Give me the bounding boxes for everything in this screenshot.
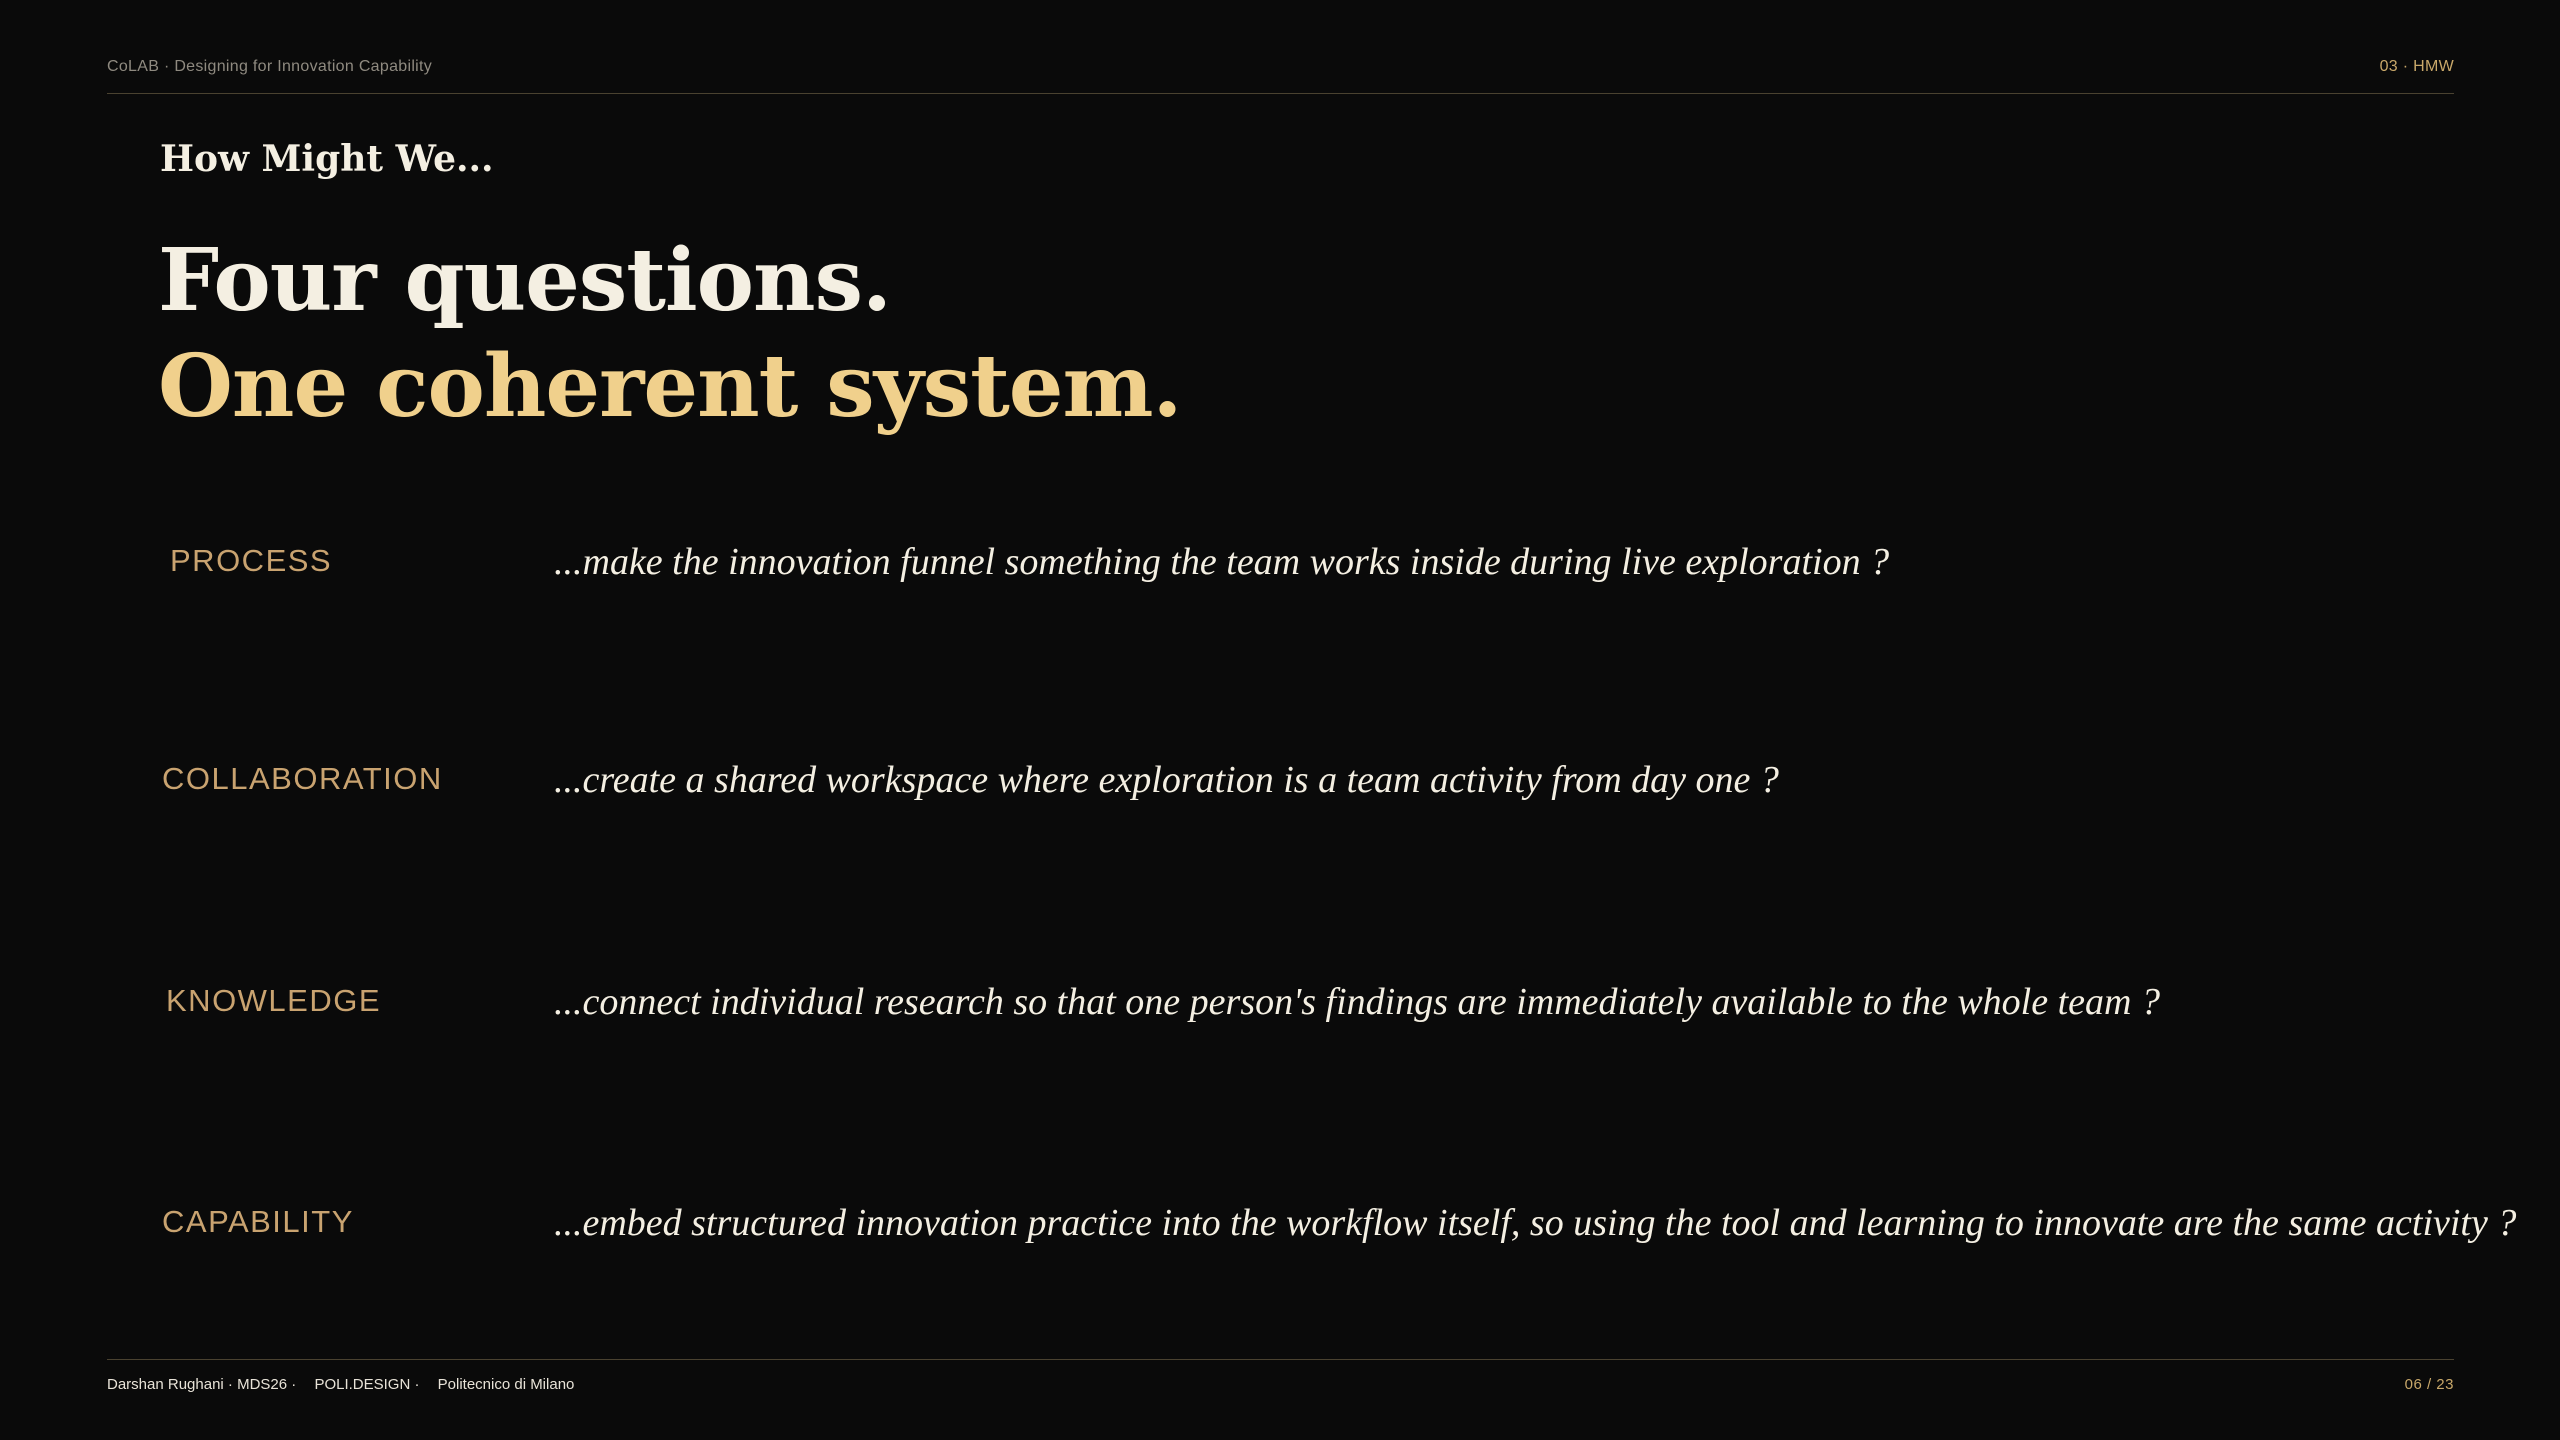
hmw-question: ...connect individual research so that one person's findings are immediately available to the whole team ?: [554, 981, 2160, 1023]
footer-org: POLI.DESIGN ·: [314, 1376, 420, 1393]
headline-line-2: One coherent system.: [158, 336, 1182, 437]
hmw-label: PROCESS: [170, 543, 333, 578]
hmw-label: CAPABILITY: [162, 1204, 354, 1239]
hmw-row-process: [0, 543, 2560, 603]
hmw-row-knowledge: [0, 983, 2560, 1043]
headline-line-1: Four questions.: [158, 230, 891, 331]
slide-kicker: How Might We...: [160, 138, 494, 180]
slide-headline: [158, 228, 1181, 440]
hmw-question: ...make the innovation funnel something the team works inside during live exploration ?: [554, 541, 1890, 583]
footer-divider: [107, 1359, 2454, 1360]
page-number: 06 / 23: [2404, 1376, 2454, 1393]
hmw-label: KNOWLEDGE: [166, 983, 382, 1018]
footer-credits: [107, 1376, 588, 1393]
section-indicator: 03 · HMW: [2379, 58, 2454, 75]
hmw-row-collaboration: [0, 761, 2560, 821]
header-divider: [107, 93, 2454, 94]
hmw-label: COLLABORATION: [162, 761, 443, 796]
hmw-question: ...create a shared workspace where exploration is a team activity from day one ?: [554, 759, 1779, 801]
hmw-question: ...embed structured innovation practice into the workflow itself, so using the tool and learning to innovate are the same activity ?: [554, 1202, 2517, 1244]
hmw-row-capability: [0, 1204, 2560, 1264]
footer-author: Darshan Rughani · MDS26 ·: [107, 1376, 297, 1393]
deck-title: CoLAB · Designing for Innovation Capability: [107, 58, 433, 75]
footer-school: Politecnico di Milano: [437, 1376, 575, 1393]
